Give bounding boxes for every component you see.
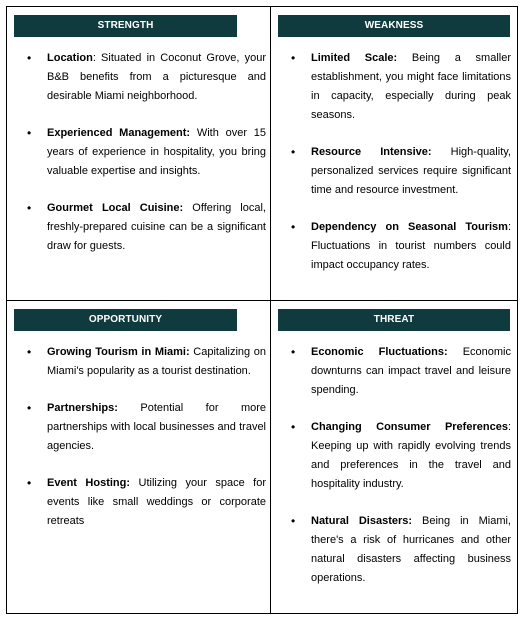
item-label: Resource Intensive: — [311, 146, 432, 158]
list-item — [27, 124, 266, 181]
item-text: Capitalizing on Miami's popularity as a tourist destination. — [47, 346, 266, 377]
item-text: Being in Miami, there's a risk of hurricanes and other natural disasters affecting business operations. — [311, 515, 511, 584]
threat-list — [291, 343, 511, 606]
item-text: High-quality, personalized services require significant time and resource investment. — [311, 146, 511, 196]
item-text: Economic downturns can impact travel and leisure spending. — [311, 346, 511, 396]
item-label: Event Hosting: — [47, 477, 131, 489]
list-item — [291, 218, 511, 275]
list-item — [27, 49, 266, 106]
item-label: Limited Scale: — [311, 52, 398, 64]
list-item — [27, 474, 266, 531]
item-label: Dependency on Seasonal Tourism — [311, 221, 508, 233]
item-text: Utilizing your space for events like small weddings or corporate retreats — [47, 477, 266, 527]
item-text: : Situated in Coconut Grove, your B&B benefits from a picturesque and desirable Miami neighborhood. — [47, 52, 266, 102]
list-item — [291, 512, 511, 588]
item-label: Experienced Management: — [47, 127, 191, 139]
item-text: Offering local, freshly-prepared cuisine can be a significant draw for guests. — [47, 202, 266, 252]
item-text: With over 15 years of experience in hospitality, you bring valuable expertise and insights. — [47, 127, 266, 177]
strength-list — [27, 49, 266, 274]
item-label: Partnerships: — [47, 402, 118, 414]
list-item — [291, 143, 511, 200]
item-label: Location — [47, 52, 93, 64]
list-item — [291, 418, 511, 494]
threat-header: THREAT — [278, 309, 510, 331]
list-item — [27, 399, 266, 456]
strength-header: STRENGTH — [14, 15, 237, 37]
list-item — [291, 343, 511, 400]
swot-table — [6, 6, 518, 614]
threat-quadrant — [271, 301, 518, 613]
item-text: Potential for more partnerships with local businesses and travel agencies. — [47, 402, 266, 452]
item-label: Gourmet Local Cuisine: — [47, 202, 184, 214]
list-item — [291, 49, 511, 125]
item-text: : Keeping up with rapidly evolving trends and preferences in the travel and hospitality industry. — [311, 421, 511, 490]
opportunity-header: OPPORTUNITY — [14, 309, 237, 331]
weakness-header: WEAKNESS — [278, 15, 510, 37]
list-item — [27, 343, 266, 381]
item-label: Economic Fluctuations: — [311, 346, 448, 358]
item-text: Being a smaller establishment, you might face limitations in capacity, especially during peak seasons. — [311, 52, 511, 121]
item-label: Natural Disasters: — [311, 515, 413, 527]
list-item — [27, 199, 266, 256]
strength-quadrant — [7, 7, 271, 301]
opportunity-quadrant — [7, 301, 271, 613]
weakness-list — [291, 49, 511, 293]
item-label: Changing Consumer Preferences — [311, 421, 508, 433]
item-text: : Fluctuations in tourist numbers could impact occupancy rates. — [311, 221, 511, 271]
opportunity-list — [27, 343, 266, 549]
item-label: Growing Tourism in Miami: — [47, 346, 190, 358]
weakness-quadrant — [271, 7, 518, 301]
